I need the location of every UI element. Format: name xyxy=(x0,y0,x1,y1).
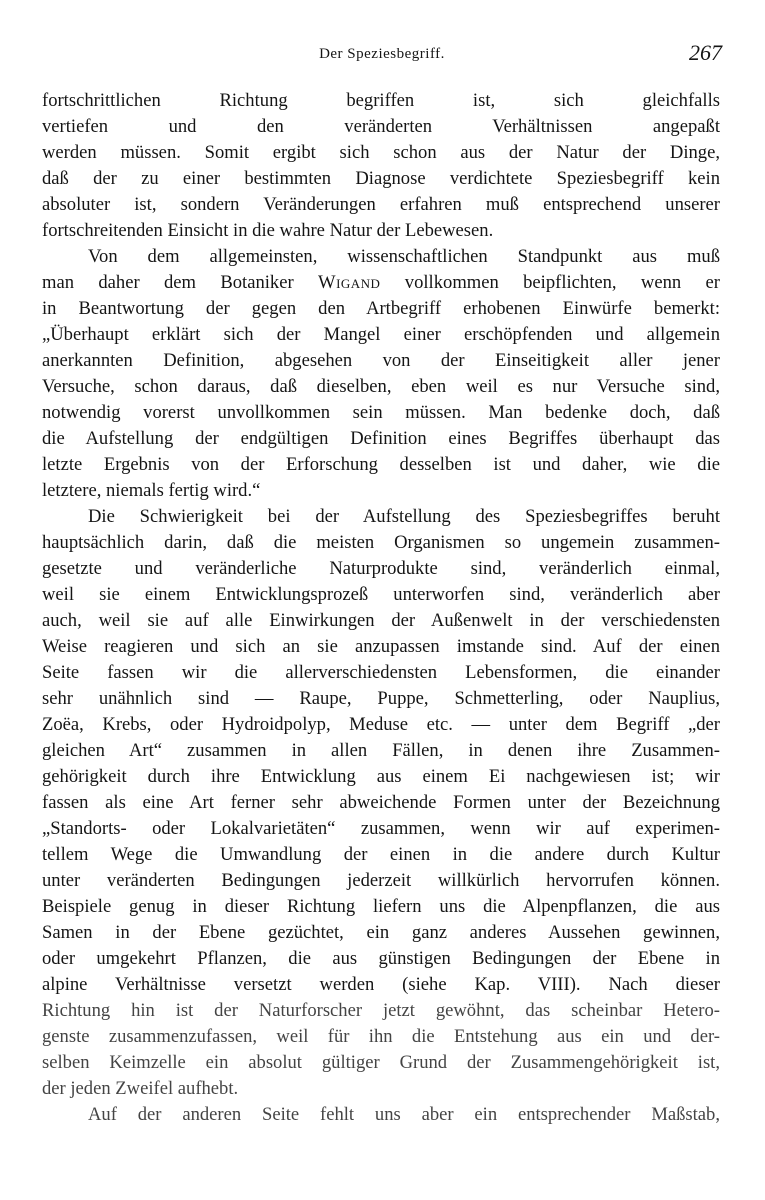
text-line: letzte Ergebnis von der Erforschung desselben ist und daher, wie die xyxy=(42,454,720,475)
text-line: Richtung hin ist der Naturforscher jetzt gewöhnt, das scheinbar Hetero- xyxy=(42,1000,720,1021)
text-fragment: vollkommen beipflichten, wenn er xyxy=(380,272,720,293)
text-line: gehörigkeit durch ihre Entwicklung aus einem Ei nachgewiesen ist; wir xyxy=(42,766,720,787)
text-line: genste zusammenzufassen, weil für ihn die Entstehung aus ein und der- xyxy=(42,1026,720,1047)
text-line: notwendig vorerst unvollkommen sein müssen. Man bedenke doch, daß xyxy=(42,402,720,423)
paragraph-1 xyxy=(42,88,720,244)
text-line: Versuche, schon daraus, daß dieselben, eben weil es nur Versuche sind, xyxy=(42,376,720,397)
text-line: fassen als eine Art ferner sehr abweichende Formen unter der Bezeichnung xyxy=(42,792,720,813)
body-text xyxy=(42,88,720,1128)
text-line: „Standorts- oder Lokalvarietäten“ zusammen, wenn wir auf experimen- xyxy=(42,818,720,839)
running-head xyxy=(42,40,722,70)
text-line-with-name xyxy=(42,270,720,296)
text-line: die Aufstellung der endgültigen Definition eines Begriffes überhaupt das xyxy=(42,428,720,449)
paragraph-3 xyxy=(42,504,720,1102)
text-line: Weise reagieren und sich an sie anzupassen imstande sind. Auf der einen xyxy=(42,636,720,657)
text-line: unter veränderten Bedingungen jederzeit willkürlich hervorrufen können. xyxy=(42,870,720,891)
text-line: Von dem allgemeinsten, wissenschaftlichen Standpunkt aus muß xyxy=(88,246,720,267)
text-line: fortschrittlichen Richtung begriffen ist, sich gleichfalls xyxy=(42,90,720,111)
text-line: letztere, niemals fertig wird.“ xyxy=(42,480,261,501)
text-line: alpine Verhältnisse versetzt werden (siehe Kap. VIII). Nach dieser xyxy=(42,974,720,995)
text-line: der jeden Zweifel aufhebt. xyxy=(42,1078,239,1099)
text-line: Seite fassen wir die allerverschiedensten Lebensformen, die einander xyxy=(42,662,720,683)
page-number: 267 xyxy=(689,40,722,65)
text-line: vertiefen und den veränderten Verhältnissen angepaßt xyxy=(42,116,720,137)
text-line: „Überhaupt erklärt sich der Mangel einer erschöpfenden und allgemein xyxy=(42,324,720,345)
text-line: Beispiele genug in dieser Richtung liefern uns die Alpenpflanzen, die aus xyxy=(42,896,720,917)
running-title: Der Speziesbegriff. xyxy=(319,46,445,62)
paragraph-4 xyxy=(42,1102,720,1128)
text-line: selben Keimzelle ein absolut gültiger Grund der Zusammengehörigkeit ist, xyxy=(42,1052,720,1073)
text-line: weil sie einem Entwicklungsprozeß unterworfen sind, veränderlich aber xyxy=(42,584,720,605)
text-line: gesetzte und veränderliche Naturprodukte sind, veränderlich einmal, xyxy=(42,558,720,579)
text-line: absoluter ist, sondern Veränderungen erfahren muß entsprechend unserer xyxy=(42,194,720,215)
text-line: Die Schwierigkeit bei der Aufstellung des Speziesbegriffes beruht xyxy=(88,506,720,527)
text-line: oder umgekehrt Pflanzen, die aus günstigen Bedingungen der Ebene in xyxy=(42,948,720,969)
text-line: fortschreitenden Einsicht in die wahre Natur der Lebewesen. xyxy=(42,220,494,241)
text-line: Zoëa, Krebs, oder Hydroidpolyp, Meduse etc. — unter dem Begriff „der xyxy=(42,714,720,735)
text-line: daß der zu einer bestimmten Diagnose verdichtete Speziesbegriff kein xyxy=(42,168,720,189)
text-line: in Beantwortung der gegen den Artbegriff erhobenen Einwürfe bemerkt: xyxy=(42,298,720,319)
text-line: auch, weil sie auf alle Einwirkungen der Außenwelt in der verschiedensten xyxy=(42,610,720,631)
text-line: anerkannten Definition, abgesehen von der Einseitigkeit aller jener xyxy=(42,350,720,371)
paragraph-2 xyxy=(42,244,720,504)
text-line: tellem Wege die Umwandlung der einen in die andere durch Kultur xyxy=(42,844,720,865)
text-line: Samen in der Ebene gezüchtet, ein ganz anderes Aussehen gewinnen, xyxy=(42,922,720,943)
text-line: werden müssen. Somit ergibt sich schon aus der Natur der Dinge, xyxy=(42,142,720,163)
author-name: Wigand xyxy=(318,272,381,293)
text-line: sehr unähnlich sind — Raupe, Puppe, Schmetterling, oder Nauplius, xyxy=(42,688,720,709)
text-fragment: man daher dem Botaniker xyxy=(42,272,319,293)
text-line: Auf der anderen Seite fehlt uns aber ein entsprechender Maßstab, xyxy=(88,1104,720,1125)
text-line: gleichen Art“ zusammen in allen Fällen, in denen ihre Zusammen- xyxy=(42,740,720,761)
text-line: hauptsächlich darin, daß die meisten Organismen so ungemein zusammen- xyxy=(42,532,720,553)
